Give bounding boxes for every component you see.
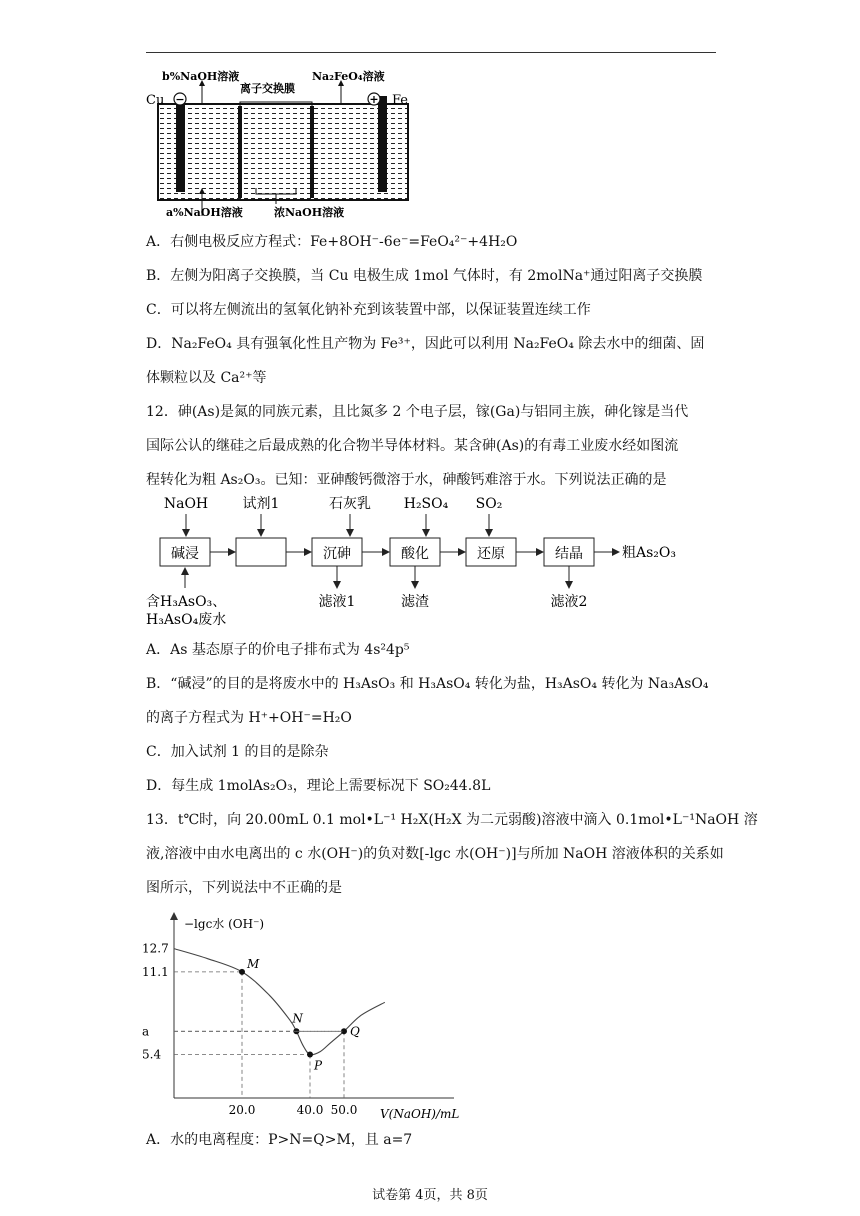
point-label-q: Q (350, 1024, 360, 1039)
x-tick-label: 40.0 (296, 1103, 324, 1117)
negative-sign: − (175, 93, 185, 106)
q12-option-a: A．As 基态原子的价电子排布式为 4s²4p⁵ (146, 642, 410, 658)
curve-line (174, 949, 385, 1055)
q11-option-b: B．左侧为阳离子交换膜，当 Cu 电极生成 1mol 气体时，有 2molNa⁺通过阳离子交换膜 (146, 268, 703, 284)
point-label-m: M (247, 956, 260, 971)
box-label-6: 结晶 (555, 546, 583, 562)
box-label-5: 还原 (477, 546, 505, 562)
point-p (307, 1052, 313, 1058)
q12-stem-line3: 程转化为粗 As₂O₃。已知：亚砷酸钙微溶于水，砷酸钙难溶于水。下列说法正确的是 (146, 472, 667, 488)
positive-sign: + (369, 93, 379, 106)
left-membrane (238, 106, 242, 198)
output-residue: 滤渣 (401, 594, 429, 610)
output-filtrate-1: 滤液1 (318, 594, 356, 610)
y-tick-label: 12.7 (142, 941, 169, 956)
reagent-lime: 石灰乳 (329, 496, 371, 512)
x-tick-label: 50.0 (330, 1103, 358, 1117)
label-fe: Fe (392, 93, 409, 108)
page-footer: 试卷第 4页，共 8页 (372, 1188, 488, 1203)
header-rule (146, 52, 716, 53)
point-m (239, 969, 245, 975)
feed-line2: H₃AsO₄废水 (146, 612, 227, 628)
y-tick-label: 11.1 (142, 964, 169, 979)
x-tick-label: 20.0 (228, 1103, 256, 1117)
q13-stem-line1: 13．t℃时，向 20.00mL 0.1 mol•L⁻¹ H₂X(H₂X 为二元弱酸)溶液中滴入 0.1mol•L⁻¹NaOH 溶 (146, 812, 758, 828)
process-flowchart (140, 492, 700, 632)
y-tick-label: a (142, 1024, 150, 1039)
q11-option-a: A．右侧电极反应方程式：Fe+8OH⁻-6e⁻=FeO₄²⁻+4H₂O (146, 234, 518, 250)
q12-option-c: C．加入试剂 1 的目的是除杂 (146, 744, 329, 760)
q12-stem-line2: 国际公认的继硅之后最成熟的化合物半导体材料。某含砷(As)的有毒工业废水经如图流 (146, 438, 679, 454)
q13-stem-line3: 图所示，下列说法中不正确的是 (146, 880, 342, 896)
box-label-3: 沉砷 (323, 546, 351, 562)
q13-stem-line2: 液,溶液中由水电离出的 c 水(OH⁻)的负对数[-lgc 水(OH⁻)]与所加 NaOH 溶液体积的关系如 (146, 846, 724, 862)
reagent-so2: SO₂ (475, 496, 503, 512)
right-membrane (310, 106, 314, 198)
point-label-n: N (292, 1011, 303, 1026)
q12-stem-line1: 12．砷(As)是氮的同族元素，且比氮多 2 个电子层，镓(Ga)与铝同主族，砷化镓是当代 (146, 404, 689, 420)
reagent-h2so4: H₂SO₄ (403, 496, 449, 512)
y-axis-label: −lgc水 (OH⁻) (184, 917, 265, 931)
label-top-right: Na₂FeO₄溶液 (312, 70, 385, 83)
x-axis-label: V(NaOH)/mL (380, 1107, 460, 1120)
reagent-1: 试剂1 (242, 496, 280, 512)
box-label-4: 酸化 (401, 546, 429, 562)
label-membrane: 离子交换膜 (240, 82, 295, 95)
y-tick-label: 5.4 (142, 1047, 162, 1062)
q13-option-a: A．水的电离程度：P>N=Q>M，且 a=7 (146, 1132, 413, 1148)
q12-option-d: D．每生成 1molAs₂O₃，理论上需要标况下 SO₂44.8L (146, 778, 491, 794)
q12-option-b-line2: 的离子方程式为 H⁺+OH⁻=H₂O (146, 710, 352, 726)
feed-line1: 含H₃AsO₃、 (146, 594, 227, 610)
titration-chart (140, 910, 470, 1120)
box-blank (236, 538, 286, 566)
q11-option-d-line1: D．Na₂FeO₄ 具有强氧化性且产物为 Fe³⁺，因此可以利用 Na₂FeO₄ 除去水中的细菌、固 (146, 336, 705, 352)
q11-option-c: C．可以将左侧流出的氢氧化钠补充到该装置中部，以保证装置连续工作 (146, 302, 591, 318)
box-label-1: 碱浸 (171, 546, 199, 562)
fe-electrode (378, 96, 387, 192)
cu-electrode (176, 96, 185, 192)
electrolysis-cell-diagram (146, 66, 426, 220)
label-bottom-left: a%NaOH溶液 (166, 206, 243, 219)
label-top-left: b%NaOH溶液 (162, 70, 240, 83)
q11-option-d-line2: 体颗粒以及 Ca²⁺等 (146, 370, 267, 386)
reagent-naoh: NaOH (163, 496, 209, 512)
q12-option-b-line1: B．“碱浸”的目的是将废水中的 H₃AsO₃ 和 H₃AsO₄ 转化为盐，H₃AsO₄ 转化为 Na₃AsO₄ (146, 676, 709, 692)
label-bottom-mid: 浓NaOH溶液 (274, 206, 345, 219)
output-filtrate-2: 滤液2 (550, 594, 588, 610)
point-label-p: P (314, 1058, 323, 1073)
label-cu: Cu (146, 93, 165, 108)
product-label: 粗As₂O₃ (622, 545, 676, 561)
